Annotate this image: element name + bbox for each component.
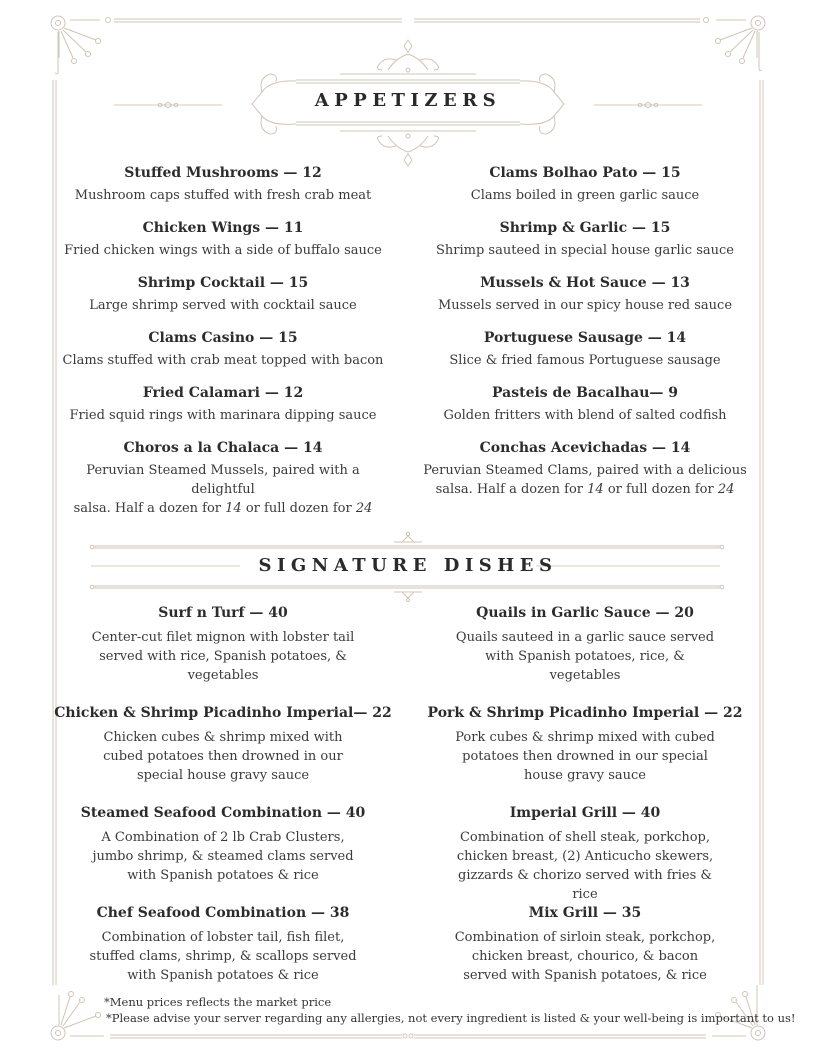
- item-name: Chicken Wings — 11: [142, 220, 304, 236]
- footnote-market-price: *Menu prices reflects the market price: [104, 995, 332, 1009]
- description-line: Peruvian Steamed Clams, paired with a delicious: [423, 463, 747, 478]
- menu-item: [415, 439, 755, 497]
- bottom-border: [110, 1034, 706, 1038]
- item-description: Center-cut filet mignon with lobster tail served with rice, Spanish potatoes, & vegetables: [91, 630, 355, 683]
- item-description: Mushroom caps stuffed with fresh crab meat: [74, 188, 372, 203]
- item-name: Clams Casino — 15: [148, 330, 298, 346]
- item-name: Quails in Garlic Sauce — 20: [476, 605, 694, 621]
- menu-item: [53, 164, 393, 219]
- section-title-signature-dishes: SIGNATURE DISHES: [258, 555, 558, 576]
- item-description: Fried squid rings with marinara dipping sauce: [69, 408, 377, 423]
- item-description: Combination of lobster tail, fish filet, stuffed clams, shrimp, & scallops served with Spanish potatoes & rice: [89, 930, 357, 983]
- item-name: Chicken & Shrimp Picadinho Imperial— 22: [54, 705, 392, 721]
- menu-item: [415, 329, 755, 384]
- menu-item: [53, 274, 393, 329]
- menu-item: [415, 274, 755, 329]
- item-name: Shrimp & Garlic — 15: [499, 220, 671, 236]
- item-description: Pork cubes & shrimp mixed with cubed potatoes then drowned in our special house gravy sauce: [455, 730, 715, 783]
- menu-item: [53, 704, 393, 804]
- item-name: Shrimp Cocktail — 15: [137, 275, 309, 291]
- item-description: Combination of sirloin steak, porkchop, chicken breast, chourico, & bacon served with Spanish potatoes, & rice: [454, 930, 716, 983]
- item-description: [415, 461, 755, 499]
- item-description: Chicken cubes & shrimp mixed with cubed potatoes then drowned in our special house gravy sauce: [103, 730, 343, 783]
- menu-item: [53, 384, 393, 439]
- item-name: Chef Seafood Combination — 38: [96, 905, 350, 921]
- appetizers-right-column: [415, 164, 755, 497]
- menu-item: [415, 219, 755, 274]
- footnote-allergies: *Please advise your server regarding any allergies, not every ingredient is listed & your well-being is important to us!: [106, 1010, 796, 1025]
- half-dozen-price: 14: [587, 482, 604, 497]
- corner-ornament-top-right: [716, 16, 766, 71]
- item-name: Fried Calamari — 12: [142, 385, 304, 401]
- item-description: [53, 461, 393, 518]
- item-description: Golden fritters with blend of salted codfish: [443, 408, 727, 423]
- menu-item: [53, 604, 393, 704]
- item-description: Quails sauteed in a garlic sauce served with Spanish potatoes, rice, & vegetables: [455, 630, 715, 683]
- footnotes: [104, 995, 796, 1026]
- description-text: salsa. Half a dozen for: [73, 501, 226, 516]
- item-name: Stuffed Mushrooms — 12: [124, 165, 322, 181]
- item-name: Pasteis de Bacalhau— 9: [492, 385, 678, 401]
- item-description: Large shrimp served with cocktail sauce: [89, 298, 357, 313]
- description-text: or full dozen for: [241, 501, 356, 516]
- menu-item: [53, 804, 393, 904]
- item-name: Choros a la Chalaca — 14: [123, 440, 323, 456]
- menu-item: [53, 439, 393, 516]
- right-border: [760, 80, 763, 985]
- appetizers-left-column: [53, 164, 393, 516]
- menu-item: [53, 329, 393, 384]
- section-title-appetizers: APPETIZERS: [314, 90, 502, 111]
- item-name: Pork & Shrimp Picadinho Imperial — 22: [427, 705, 743, 721]
- item-name: Conchas Acevichadas — 14: [479, 440, 691, 456]
- item-description: Clams boiled in green garlic sauce: [470, 188, 700, 203]
- description-line: Peruvian Steamed Mussels, paired with a delightful: [86, 463, 360, 497]
- full-dozen-price: 24: [355, 501, 373, 516]
- item-name: Portuguese Sausage — 14: [483, 330, 687, 346]
- description-text: salsa. Half a dozen for: [435, 482, 588, 497]
- description-text: or full dozen for: [603, 482, 718, 497]
- item-description: A Combination of 2 lb Crab Clusters, jumbo shrimp, & steamed clams served with Spanish potatoes & rice: [92, 830, 354, 883]
- menu-item: [53, 904, 393, 1004]
- menu-item: [415, 704, 755, 804]
- menu-item: [415, 804, 755, 904]
- item-description: Mussels served in our spicy house red sauce: [437, 298, 733, 313]
- menu-item: [415, 604, 755, 704]
- item-description: Clams stuffed with crab meat topped with bacon: [62, 353, 384, 368]
- item-name: Surf n Turf — 40: [158, 605, 288, 621]
- item-description: Shrimp sauteed in special house garlic sauce: [436, 243, 734, 258]
- menu-item: [53, 219, 393, 274]
- item-description: Slice & fried famous Portuguese sausage: [449, 353, 721, 368]
- item-description: Fried chicken wings with a side of buffalo sauce: [64, 243, 382, 258]
- menu-item: [415, 904, 755, 1004]
- half-dozen-price: 14: [225, 501, 242, 516]
- item-description: Combination of shell steak, porkchop, chicken breast, (2) Anticucho skewers, gizzards & chorizo served with fries & rice: [456, 830, 714, 902]
- item-name: Clams Bolhao Pato — 15: [489, 165, 681, 181]
- item-name: Imperial Grill — 40: [509, 805, 661, 821]
- full-dozen-price: 24: [717, 482, 735, 497]
- signature-right-column: [415, 604, 755, 1004]
- top-border: [106, 18, 709, 23]
- signature-left-column: [53, 604, 393, 1004]
- corner-ornament-top-left: [51, 16, 101, 74]
- menu-item: [415, 384, 755, 439]
- menu-item: [415, 164, 755, 219]
- item-name: Mix Grill — 35: [528, 905, 642, 921]
- item-name: Mussels & Hot Sauce — 13: [480, 275, 690, 291]
- item-name: Steamed Seafood Combination — 40: [80, 805, 366, 821]
